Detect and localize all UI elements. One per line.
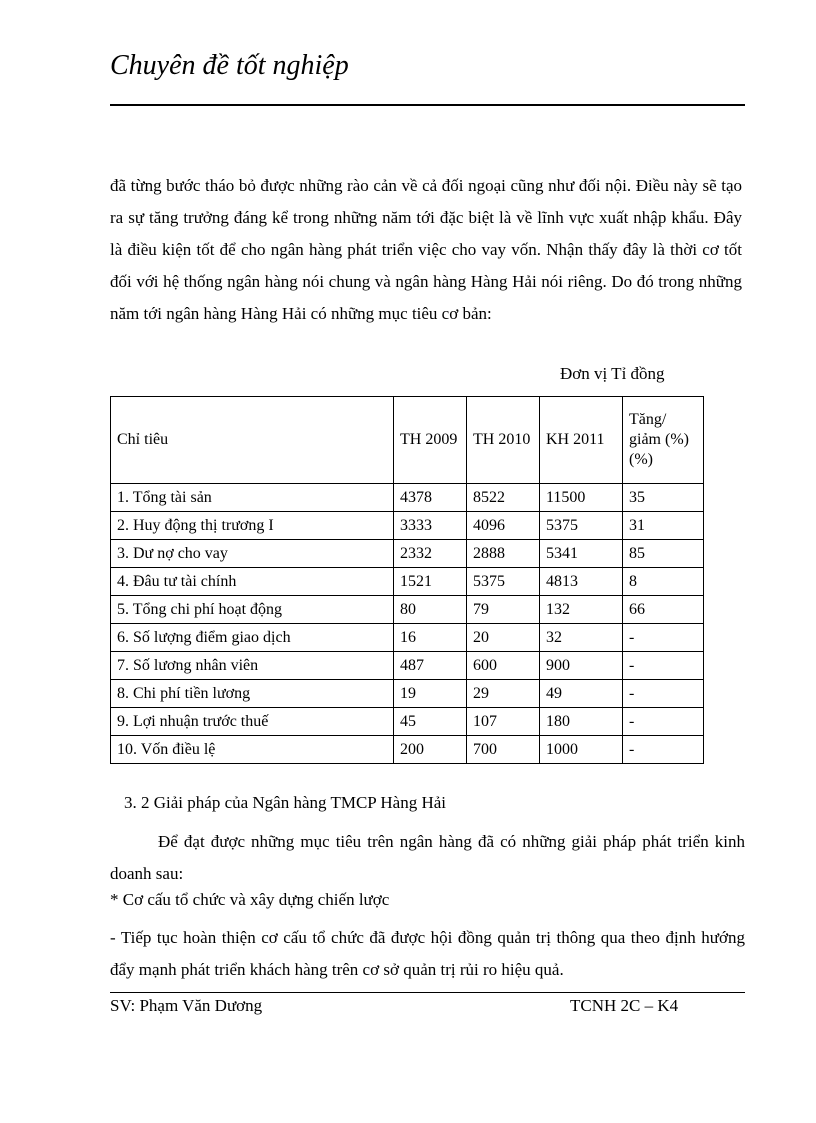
table-row [111,708,704,736]
cell-th2009: 16 [394,624,467,652]
cell-kh2011: 900 [540,652,623,680]
cell-metric: 5. Tổng chi phí hoạt động [111,596,394,624]
header-th2010: TH 2010 [467,397,540,484]
table-row [111,512,704,540]
cell-kh2011: 4813 [540,568,623,596]
cell-th2010: 107 [467,708,540,736]
cell-metric: 1. Tổng tài sản [111,484,394,512]
cell-kh2011: 5375 [540,512,623,540]
cell-th2009: 200 [394,736,467,764]
cell-th2009: 80 [394,596,467,624]
cell-kh2011: 132 [540,596,623,624]
section-heading: 3. 2 Giải pháp của Ngân hàng TMCP Hàng Hải [124,793,446,812]
section-bullet: * Cơ cấu tổ chức và xây dựng chiến lược [110,890,390,909]
cell-metric: 9. Lợi nhuận trước thuế [111,708,394,736]
footer-divider [110,992,745,993]
cell-th2009: 45 [394,708,467,736]
cell-th2010: 79 [467,596,540,624]
cell-th2010: 29 [467,680,540,708]
cell-th2010: 5375 [467,568,540,596]
cell-th2010: 600 [467,652,540,680]
table-row [111,736,704,764]
cell-th2010: 2888 [467,540,540,568]
table-unit-label: Đơn vị Tỉ đồng [560,364,665,383]
cell-th2010: 8522 [467,484,540,512]
cell-kh2011: 1000 [540,736,623,764]
cell-kh2011: 49 [540,680,623,708]
cell-metric: 10. Vốn điều lệ [111,736,394,764]
cell-change: - [623,652,704,680]
table-row [111,680,704,708]
cell-kh2011: 32 [540,624,623,652]
cell-metric: 2. Huy động thị trương I [111,512,394,540]
cell-th2009: 1521 [394,568,467,596]
header-th2009: TH 2009 [394,397,467,484]
intro-paragraph: đã từng bước tháo bỏ được những rào cản về cả đối ngoại cũng như đối nội. Điều này sẽ tạo ra sự tăng trưởng đáng kể trong những năm tới đặc biệt là về lĩnh vực xuất nhập khẩu. Đây là điều kiện tốt để cho ngân hàng phát triển việc cho vay vốn. Nhận thấy đây là thời cơ tốt đối với hệ thống ngân hàng nói chung và ngân hàng Hàng Hải nói riêng. Do đó trong những năm tới ngân hàng Hàng Hải có những mục tiêu cơ bản: [110,176,742,323]
cell-th2009: 2332 [394,540,467,568]
cell-metric: 7. Số lương nhân viên [111,652,394,680]
cell-th2009: 19 [394,680,467,708]
cell-kh2011: 180 [540,708,623,736]
page-header-title: Chuyên đề tốt nghiệp [110,50,349,81]
table-row [111,484,704,512]
cell-change: - [623,708,704,736]
cell-th2009: 4378 [394,484,467,512]
cell-metric: 4. Đâu tư tài chính [111,568,394,596]
header-metric: Chỉ tiêu [111,397,394,484]
cell-kh2011: 11500 [540,484,623,512]
cell-change: 85 [623,540,704,568]
table-row [111,540,704,568]
table-row [111,568,704,596]
table-row [111,652,704,680]
section-paragraph: Để đạt được những mục tiêu trên ngân hàng đã có những giải pháp phát triển kinh doanh sau: [110,832,745,883]
cell-change: 66 [623,596,704,624]
cell-th2010: 700 [467,736,540,764]
footer-class-code: TCNH 2C – K4 [570,996,679,1015]
header-change: Tăng/ giảm (%) (%) [623,397,704,484]
cell-change: - [623,624,704,652]
cell-th2010: 4096 [467,512,540,540]
cell-change: 8 [623,568,704,596]
section-dash-item: - Tiếp tục hoàn thiện cơ cấu tổ chức đã được hội đồng quản trị thông qua theo định hướng đẩy mạnh phát triển khách hàng trên cơ sở quản trị rủi ro hiệu quả. [110,928,745,979]
header-divider [110,104,745,106]
targets-table [110,396,704,764]
footer-student: SV: Phạm Văn Dương [110,996,263,1015]
header-kh2011: KH 2011 [540,397,623,484]
cell-metric: 6. Số lượng điểm giao dịch [111,624,394,652]
cell-kh2011: 5341 [540,540,623,568]
cell-change: - [623,736,704,764]
cell-th2009: 3333 [394,512,467,540]
cell-th2010: 20 [467,624,540,652]
table-header-row [111,397,704,484]
cell-metric: 3. Dư nợ cho vay [111,540,394,568]
cell-change: 31 [623,512,704,540]
cell-change: - [623,680,704,708]
table-row [111,624,704,652]
cell-change: 35 [623,484,704,512]
cell-metric: 8. Chi phí tiền lương [111,680,394,708]
table-row [111,596,704,624]
cell-th2009: 487 [394,652,467,680]
